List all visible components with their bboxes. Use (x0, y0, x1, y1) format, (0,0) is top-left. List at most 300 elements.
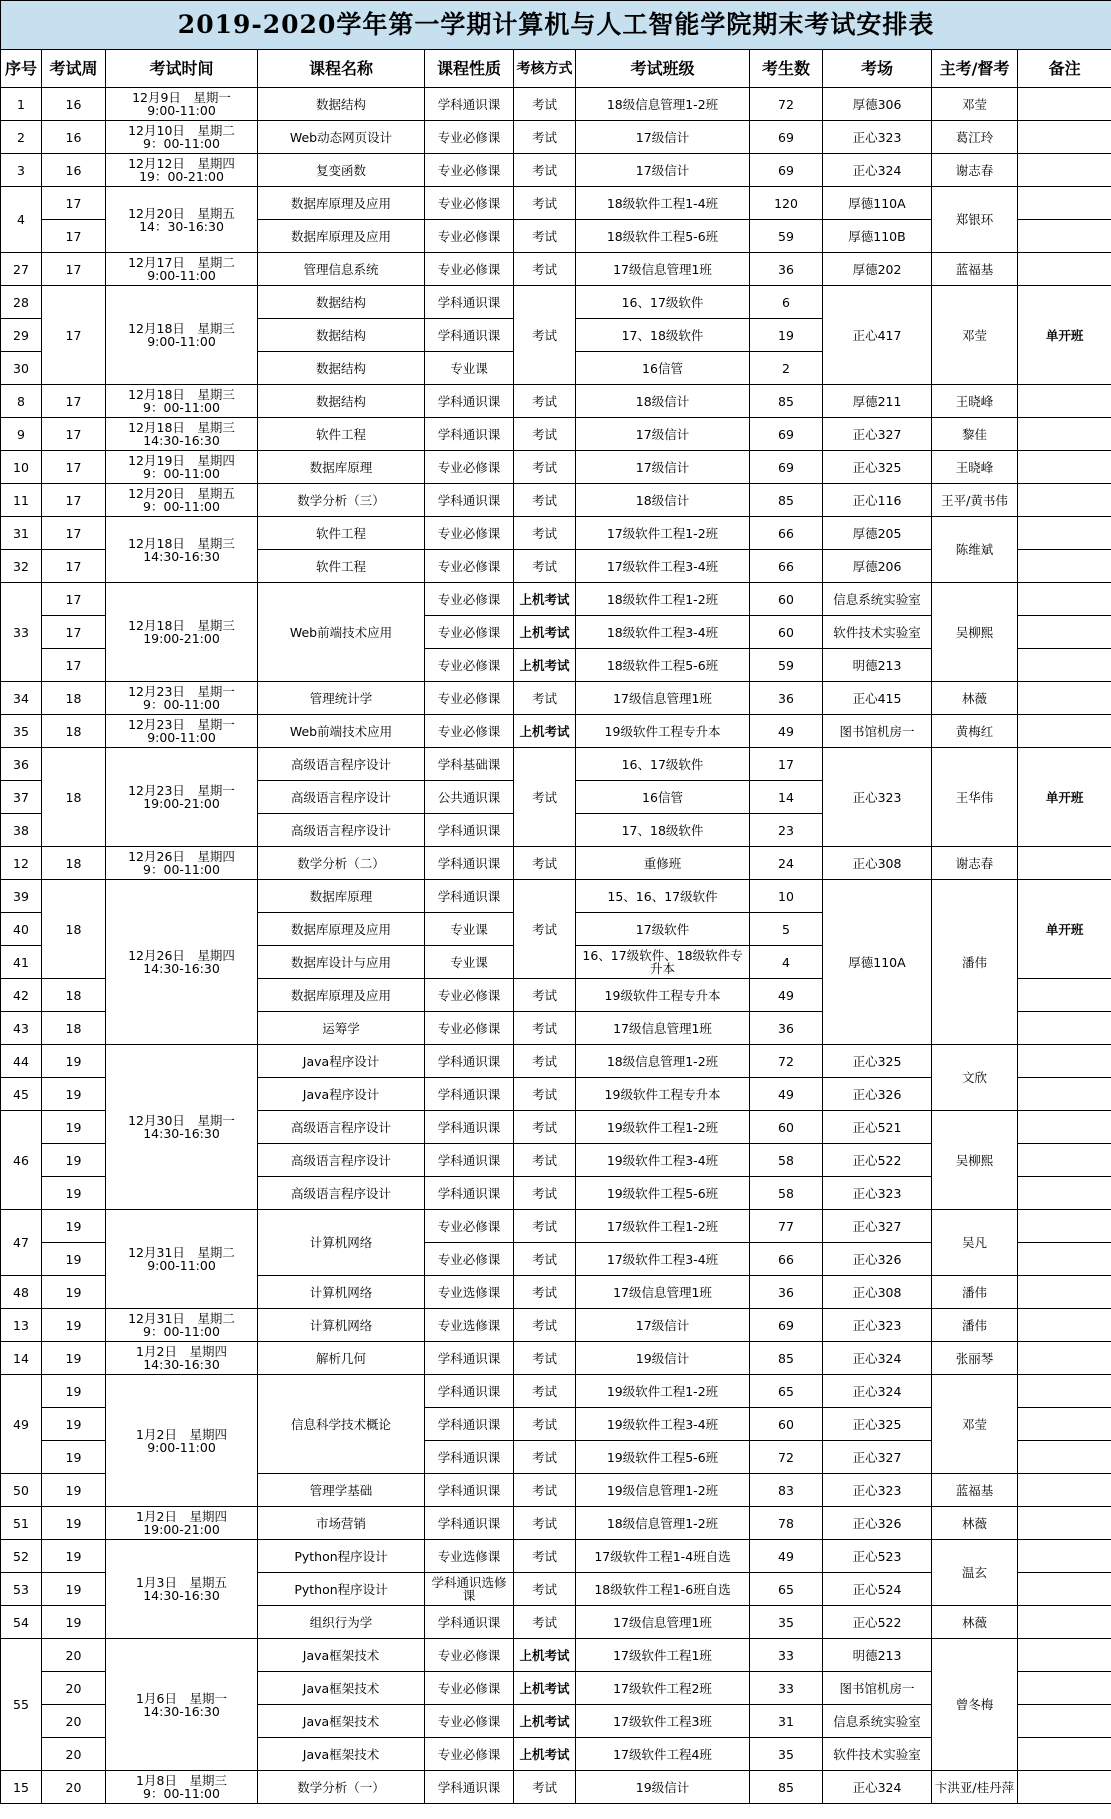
week-cell: 19 (42, 1540, 106, 1573)
nature-cell: 学科通识课 (425, 286, 514, 319)
method-cell: 考试 (514, 1012, 576, 1045)
count-cell: 59 (750, 220, 823, 253)
proctor-cell: 邓莹 (932, 286, 1018, 385)
method-cell: 考试 (514, 1375, 576, 1408)
table-row (1, 847, 1111, 880)
room-cell: 正心323 (823, 748, 932, 847)
method-cell: 考试 (514, 1771, 576, 1804)
room-cell: 正心324 (823, 1342, 932, 1375)
room-cell: 正心308 (823, 847, 932, 880)
count-cell: 72 (750, 1045, 823, 1078)
room-cell: 厚德211 (823, 385, 932, 418)
proctor-cell: 卞洪亚/桂丹萍 (932, 1771, 1018, 1804)
nature-cell: 专业选修课 (425, 1309, 514, 1342)
course-cell: 数据结构 (258, 88, 425, 121)
course-cell: Java框架技术 (258, 1705, 425, 1738)
count-cell: 60 (750, 583, 823, 616)
count-cell: 69 (750, 418, 823, 451)
class-cell: 19级软件工程5-6班 (576, 1177, 750, 1210)
table-row (1, 1309, 1111, 1342)
proctor-cell: 邓莹 (932, 88, 1018, 121)
seq-cell: 51 (1, 1507, 42, 1540)
count-cell: 5 (750, 913, 823, 946)
time-cell: 1月8日 星期三 9：00-11:00 (106, 1771, 258, 1804)
method-cell: 考试 (514, 1111, 576, 1144)
course-cell: 软件工程 (258, 418, 425, 451)
method-cell: 上机考试 (514, 649, 576, 682)
week-cell: 19 (42, 1474, 106, 1507)
method-cell: 考试 (514, 286, 576, 385)
week-cell: 20 (42, 1738, 106, 1771)
count-cell: 60 (750, 1111, 823, 1144)
course-cell: 数据结构 (258, 352, 425, 385)
week-cell: 19 (42, 1177, 106, 1210)
note-cell (1018, 1672, 1111, 1705)
table-row (1, 1210, 1111, 1243)
course-cell: Java框架技术 (258, 1672, 425, 1705)
time-cell: 12月18日 星期三 14:30-16:30 (106, 517, 258, 583)
time-cell: 12月31日 星期二 9:00-11:00 (106, 1210, 258, 1309)
week-cell: 16 (42, 121, 106, 154)
time-cell: 1月6日 星期一 14:30-16:30 (106, 1639, 258, 1771)
proctor-cell: 林薇 (932, 1606, 1018, 1639)
time-cell: 12月26日 星期四 9：00-11:00 (106, 847, 258, 880)
seq-cell: 48 (1, 1276, 42, 1309)
seq-cell: 4 (1, 187, 42, 253)
count-cell: 2 (750, 352, 823, 385)
week-cell: 19 (42, 1045, 106, 1078)
nature-cell: 学科通识课 (425, 1111, 514, 1144)
room-cell: 厚德306 (823, 88, 932, 121)
course-cell: Java程序设计 (258, 1045, 425, 1078)
method-cell: 上机考试 (514, 1738, 576, 1771)
course-cell: 管理学基础 (258, 1474, 425, 1507)
time-cell: 12月17日 星期二 9:00-11:00 (106, 253, 258, 286)
room-cell: 正心524 (823, 1573, 932, 1606)
week-cell: 17 (42, 418, 106, 451)
note-cell (1018, 1177, 1111, 1210)
nature-cell: 专业必修课 (425, 550, 514, 583)
nature-cell: 公共通识课 (425, 781, 514, 814)
nature-cell: 学科通识课 (425, 1408, 514, 1441)
class-cell: 16、17级软件 (576, 748, 750, 781)
class-cell: 17级软件工程1班 (576, 1639, 750, 1672)
table-row (1, 154, 1111, 187)
room-cell: 正心326 (823, 1078, 932, 1111)
note-cell (1018, 451, 1111, 484)
week-cell: 19 (42, 1111, 106, 1144)
note-cell (1018, 187, 1111, 220)
note-cell (1018, 1012, 1111, 1045)
count-cell: 36 (750, 253, 823, 286)
table-row (1, 748, 1111, 781)
seq-cell: 8 (1, 385, 42, 418)
proctor-cell: 文欣 (932, 1045, 1018, 1111)
nature-cell: 学科通识选修课 (425, 1573, 514, 1606)
class-cell: 18级软件工程5-6班 (576, 649, 750, 682)
class-cell: 18级信息管理1-2班 (576, 1045, 750, 1078)
course-cell: 数据库原理 (258, 880, 425, 913)
method-cell: 考试 (514, 484, 576, 517)
seq-cell: 47 (1, 1210, 42, 1276)
count-cell: 49 (750, 979, 823, 1012)
week-cell: 17 (42, 550, 106, 583)
course-cell: 解析几何 (258, 1342, 425, 1375)
method-cell: 考试 (514, 418, 576, 451)
nature-cell: 专业必修课 (425, 451, 514, 484)
room-cell: 厚德205 (823, 517, 932, 550)
course-cell: Java框架技术 (258, 1738, 425, 1771)
method-cell: 考试 (514, 154, 576, 187)
nature-cell: 学科通识课 (425, 1441, 514, 1474)
method-cell: 考试 (514, 1210, 576, 1243)
table-row (1, 682, 1111, 715)
class-cell: 17级信息管理1班 (576, 253, 750, 286)
room-cell: 信息系统实验室 (823, 1705, 932, 1738)
week-cell: 17 (42, 253, 106, 286)
count-cell: 49 (750, 715, 823, 748)
count-cell: 35 (750, 1738, 823, 1771)
nature-cell: 专业课 (425, 352, 514, 385)
class-cell: 16、17级软件 (576, 286, 750, 319)
proctor-cell: 黄梅红 (932, 715, 1018, 748)
proctor-cell: 张丽琴 (932, 1342, 1018, 1375)
method-cell: 上机考试 (514, 715, 576, 748)
method-cell: 考试 (514, 1606, 576, 1639)
class-cell: 18级信息管理1-2班 (576, 1507, 750, 1540)
week-cell: 18 (42, 1012, 106, 1045)
method-cell: 上机考试 (514, 616, 576, 649)
week-cell: 17 (42, 583, 106, 616)
note-cell (1018, 154, 1111, 187)
room-cell: 正心324 (823, 1375, 932, 1408)
seq-cell: 32 (1, 550, 42, 583)
table-row (1, 418, 1111, 451)
table-row (1, 286, 1111, 319)
count-cell: 36 (750, 682, 823, 715)
course-cell: 计算机网络 (258, 1210, 425, 1276)
proctor-cell: 王平/黄书伟 (932, 484, 1018, 517)
time-cell: 12月18日 星期三 14:30-16:30 (106, 418, 258, 451)
room-cell: 正心325 (823, 1408, 932, 1441)
method-cell: 上机考试 (514, 583, 576, 616)
room-cell: 厚德110B (823, 220, 932, 253)
course-cell: 数学分析（一） (258, 1771, 425, 1804)
course-cell: 数学分析（三） (258, 484, 425, 517)
class-cell: 18级信息管理1-2班 (576, 88, 750, 121)
count-cell: 66 (750, 550, 823, 583)
room-cell: 厚德110A (823, 187, 932, 220)
count-cell: 78 (750, 1507, 823, 1540)
class-cell: 18级软件工程1-6班自选 (576, 1573, 750, 1606)
nature-cell: 专业必修课 (425, 649, 514, 682)
seq-cell: 36 (1, 748, 42, 781)
method-cell: 考试 (514, 451, 576, 484)
table-row (1, 88, 1111, 121)
seq-cell: 28 (1, 286, 42, 319)
week-cell: 19 (42, 1606, 106, 1639)
course-cell: 计算机网络 (258, 1276, 425, 1309)
header-time: 考试时间 (106, 50, 258, 88)
seq-cell: 2 (1, 121, 42, 154)
method-cell: 上机考试 (514, 1672, 576, 1705)
count-cell: 69 (750, 121, 823, 154)
method-cell: 考试 (514, 847, 576, 880)
count-cell: 33 (750, 1672, 823, 1705)
course-cell: 复变函数 (258, 154, 425, 187)
method-cell: 考试 (514, 1045, 576, 1078)
note-cell (1018, 1375, 1111, 1408)
class-cell: 19级信计 (576, 1771, 750, 1804)
class-cell: 重修班 (576, 847, 750, 880)
seq-cell: 13 (1, 1309, 42, 1342)
room-cell: 正心522 (823, 1606, 932, 1639)
course-cell: 高级语言程序设计 (258, 1177, 425, 1210)
class-cell: 16信管 (576, 352, 750, 385)
method-cell: 考试 (514, 187, 576, 220)
method-cell: 考试 (514, 220, 576, 253)
count-cell: 85 (750, 385, 823, 418)
seq-cell: 55 (1, 1639, 42, 1771)
week-cell: 17 (42, 187, 106, 220)
course-cell: 高级语言程序设计 (258, 1144, 425, 1177)
room-cell: 正心116 (823, 484, 932, 517)
nature-cell: 学科通识课 (425, 1606, 514, 1639)
seq-cell: 41 (1, 946, 42, 979)
table-row (1, 121, 1111, 154)
nature-cell: 专业必修课 (425, 1738, 514, 1771)
course-cell: 高级语言程序设计 (258, 748, 425, 781)
nature-cell: 学科通识课 (425, 880, 514, 913)
method-cell: 上机考试 (514, 1639, 576, 1672)
count-cell: 60 (750, 616, 823, 649)
room-cell: 正心521 (823, 1111, 932, 1144)
count-cell: 69 (750, 1309, 823, 1342)
proctor-cell: 陈维斌 (932, 517, 1018, 583)
count-cell: 35 (750, 1606, 823, 1639)
week-cell: 19 (42, 1375, 106, 1408)
proctor-cell: 林薇 (932, 1507, 1018, 1540)
nature-cell: 专业必修课 (425, 1243, 514, 1276)
time-cell: 12月23日 星期一 19:00-21:00 (106, 748, 258, 847)
room-cell: 图书馆机房一 (823, 1672, 932, 1705)
note-cell (1018, 1573, 1111, 1606)
seq-cell: 31 (1, 517, 42, 550)
course-cell: 数据库原理及应用 (258, 220, 425, 253)
course-cell: Python程序设计 (258, 1573, 425, 1606)
time-cell: 1月2日 星期四 19:00-21:00 (106, 1507, 258, 1540)
method-cell: 考试 (514, 1243, 576, 1276)
header-week: 考试周 (42, 50, 106, 88)
nature-cell: 专业选修课 (425, 1540, 514, 1573)
table-row (1, 1540, 1111, 1573)
seq-cell: 9 (1, 418, 42, 451)
note-cell (1018, 253, 1111, 286)
week-cell: 17 (42, 616, 106, 649)
week-cell: 18 (42, 715, 106, 748)
count-cell: 72 (750, 88, 823, 121)
seq-cell: 33 (1, 583, 42, 682)
class-cell: 19级信计 (576, 1342, 750, 1375)
method-cell: 考试 (514, 1342, 576, 1375)
room-cell: 软件技术实验室 (823, 1738, 932, 1771)
week-cell: 19 (42, 1441, 106, 1474)
class-cell: 19级软件工程专升本 (576, 1078, 750, 1111)
proctor-cell: 吴凡 (932, 1210, 1018, 1276)
room-cell: 正心324 (823, 154, 932, 187)
class-cell: 17级软件工程3-4班 (576, 1243, 750, 1276)
note-cell (1018, 715, 1111, 748)
proctor-cell: 吴柳熙 (932, 583, 1018, 682)
seq-cell: 12 (1, 847, 42, 880)
course-cell: 市场营销 (258, 1507, 425, 1540)
note-cell (1018, 649, 1111, 682)
room-cell: 正心522 (823, 1144, 932, 1177)
room-cell: 正心323 (823, 1177, 932, 1210)
table-row (1, 253, 1111, 286)
count-cell: 33 (750, 1639, 823, 1672)
nature-cell: 学科通识课 (425, 1144, 514, 1177)
course-cell: 数学分析（二） (258, 847, 425, 880)
course-cell: 数据库原理及应用 (258, 913, 425, 946)
class-cell: 17级软件工程2班 (576, 1672, 750, 1705)
seq-cell: 42 (1, 979, 42, 1012)
class-cell: 17级软件工程3班 (576, 1705, 750, 1738)
header-proctor: 主考/督考 (932, 50, 1018, 88)
seq-cell: 40 (1, 913, 42, 946)
page-title: 2019-2020学年第一学期计算机与人工智能学院期末考试安排表 (1, 1, 1111, 50)
nature-cell: 学科通识课 (425, 484, 514, 517)
course-cell: 高级语言程序设计 (258, 814, 425, 847)
room-cell: 正心326 (823, 1243, 932, 1276)
course-cell: 数据库原理 (258, 451, 425, 484)
count-cell: 58 (750, 1177, 823, 1210)
table-row (1, 484, 1111, 517)
seq-cell: 29 (1, 319, 42, 352)
seq-cell: 1 (1, 88, 42, 121)
class-cell: 18级信计 (576, 385, 750, 418)
note-cell (1018, 88, 1111, 121)
seq-cell: 14 (1, 1342, 42, 1375)
nature-cell: 学科通识课 (425, 1078, 514, 1111)
nature-cell: 学科通识课 (425, 847, 514, 880)
seq-cell: 10 (1, 451, 42, 484)
class-cell: 17级信计 (576, 451, 750, 484)
week-cell: 19 (42, 1408, 106, 1441)
course-cell: Web动态网页设计 (258, 121, 425, 154)
week-cell: 19 (42, 1507, 106, 1540)
course-cell: 数据结构 (258, 319, 425, 352)
time-cell: 12月9日 星期一 9:00-11:00 (106, 88, 258, 121)
week-cell: 18 (42, 682, 106, 715)
proctor-cell: 葛江玲 (932, 121, 1018, 154)
header-nature: 课程性质 (425, 50, 514, 88)
table-row (1, 1639, 1111, 1672)
note-cell (1018, 517, 1111, 550)
note-cell: 单开班 (1018, 880, 1111, 979)
room-cell: 明德213 (823, 649, 932, 682)
room-cell: 正心324 (823, 1771, 932, 1804)
note-cell (1018, 682, 1111, 715)
count-cell: 65 (750, 1375, 823, 1408)
week-cell: 19 (42, 1276, 106, 1309)
course-cell: 高级语言程序设计 (258, 1111, 425, 1144)
note-cell (1018, 1408, 1111, 1441)
seq-cell: 11 (1, 484, 42, 517)
course-cell: 数据库设计与应用 (258, 946, 425, 979)
nature-cell: 学科通识课 (425, 319, 514, 352)
header-room: 考场 (823, 50, 932, 88)
course-cell: 软件工程 (258, 550, 425, 583)
note-cell (1018, 121, 1111, 154)
proctor-cell: 王华伟 (932, 748, 1018, 847)
proctor-cell: 曾冬梅 (932, 1639, 1018, 1771)
seq-cell: 15 (1, 1771, 42, 1804)
table-row (1, 451, 1111, 484)
week-cell: 20 (42, 1771, 106, 1804)
class-cell: 17级信息管理1班 (576, 1276, 750, 1309)
note-cell (1018, 1078, 1111, 1111)
note-cell (1018, 1507, 1111, 1540)
nature-cell: 专业必修课 (425, 517, 514, 550)
title-row (1, 1, 1111, 50)
table-row (1, 1375, 1111, 1408)
time-cell: 12月23日 星期一 9:00-11:00 (106, 715, 258, 748)
nature-cell: 专业必修课 (425, 220, 514, 253)
header-row (1, 50, 1111, 88)
count-cell: 24 (750, 847, 823, 880)
note-cell (1018, 1738, 1111, 1771)
course-cell: 计算机网络 (258, 1309, 425, 1342)
method-cell: 考试 (514, 550, 576, 583)
note-cell (1018, 1606, 1111, 1639)
count-cell: 60 (750, 1408, 823, 1441)
week-cell: 20 (42, 1705, 106, 1738)
time-cell: 12月20日 星期五 9：00-11:00 (106, 484, 258, 517)
note-cell (1018, 385, 1111, 418)
nature-cell: 专业必修课 (425, 979, 514, 1012)
note-cell (1018, 1309, 1111, 1342)
time-cell: 12月18日 星期三 19:00-21:00 (106, 583, 258, 682)
room-cell: 信息系统实验室 (823, 583, 932, 616)
count-cell: 14 (750, 781, 823, 814)
count-cell: 17 (750, 748, 823, 781)
room-cell: 正心523 (823, 1540, 932, 1573)
count-cell: 36 (750, 1012, 823, 1045)
week-cell: 19 (42, 1309, 106, 1342)
note-cell (1018, 616, 1111, 649)
nature-cell: 学科通识课 (425, 1045, 514, 1078)
header-note: 备注 (1018, 50, 1111, 88)
time-cell: 12月18日 星期三 9:00-11:00 (106, 286, 258, 385)
course-cell: Web前端技术应用 (258, 583, 425, 682)
nature-cell: 学科通识课 (425, 88, 514, 121)
room-cell: 正心308 (823, 1276, 932, 1309)
course-cell: Java框架技术 (258, 1639, 425, 1672)
time-cell: 12月20日 星期五 14：30-16:30 (106, 187, 258, 253)
proctor-cell: 邓莹 (932, 1375, 1018, 1474)
table-row (1, 1342, 1111, 1375)
course-cell: 运筹学 (258, 1012, 425, 1045)
proctor-cell: 王晓峰 (932, 385, 1018, 418)
room-cell: 图书馆机房一 (823, 715, 932, 748)
count-cell: 69 (750, 451, 823, 484)
class-cell: 17级软件 (576, 913, 750, 946)
nature-cell: 专业必修课 (425, 583, 514, 616)
proctor-cell: 蓝福基 (932, 253, 1018, 286)
week-cell: 19 (42, 1210, 106, 1243)
course-cell: Web前端技术应用 (258, 715, 425, 748)
